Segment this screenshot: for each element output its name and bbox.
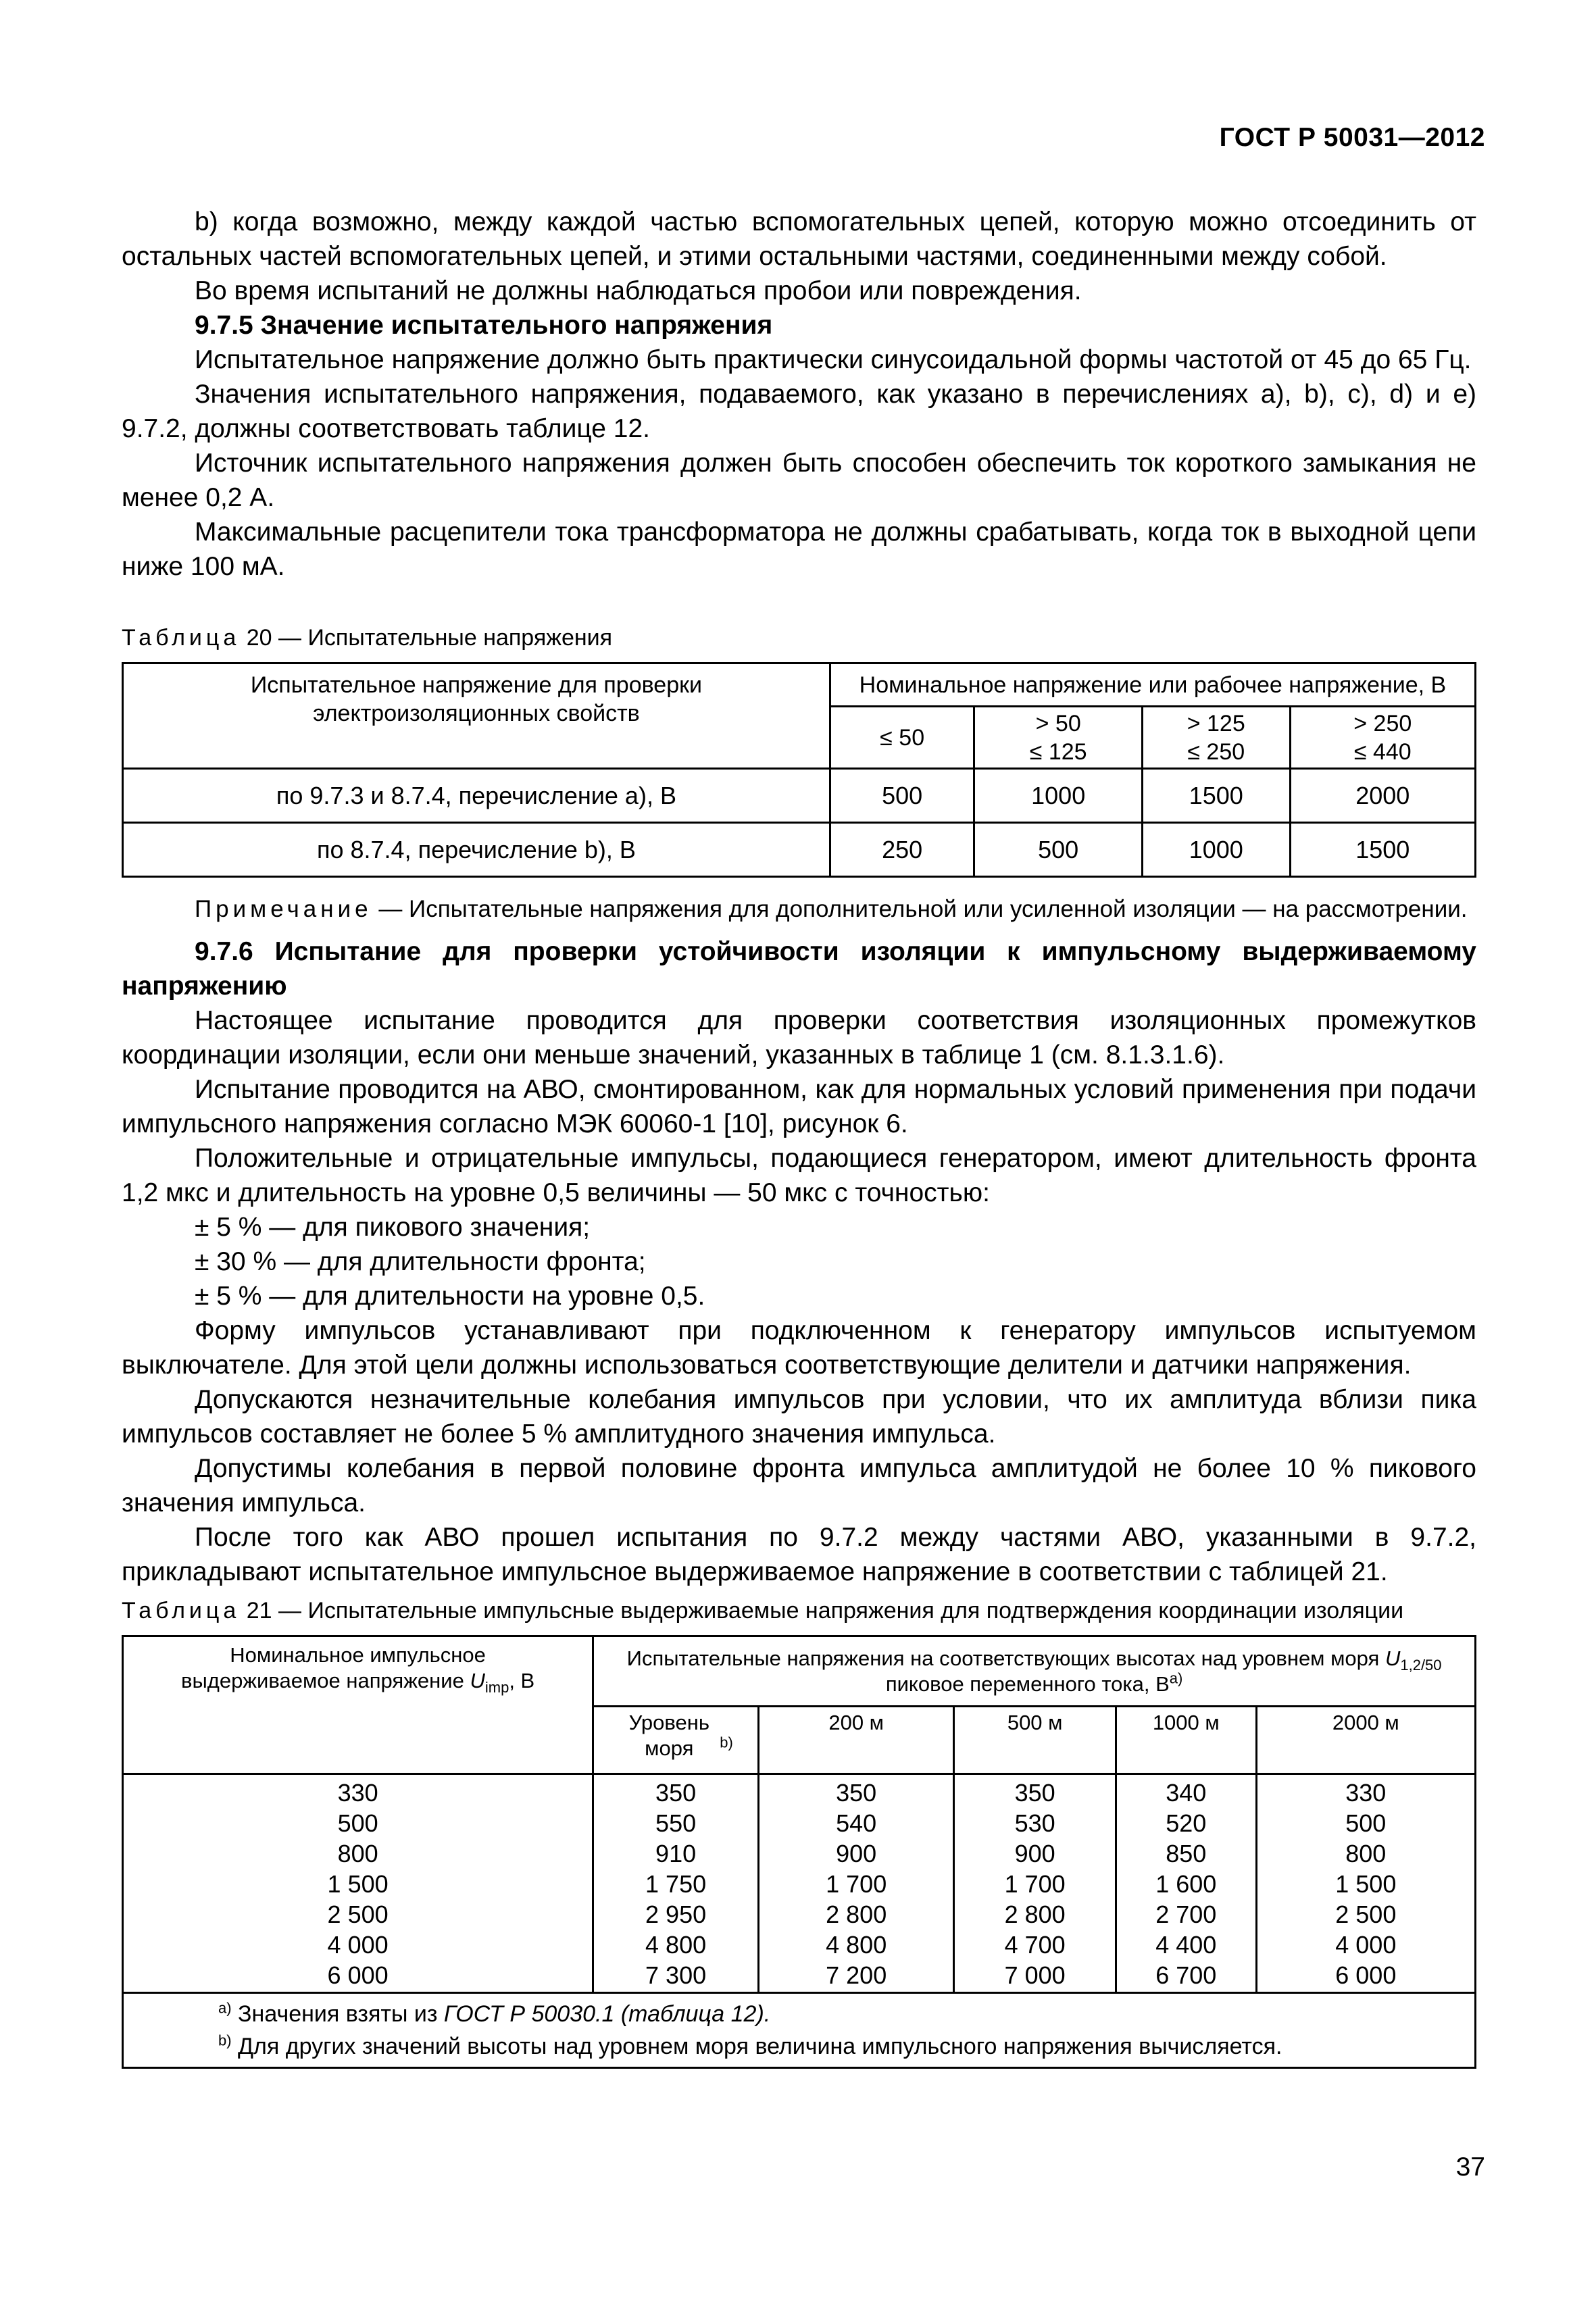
table-cell: 350 bbox=[655, 1779, 697, 1807]
footnote-mark: a) bbox=[218, 1999, 232, 2017]
footnote-mark: b) bbox=[720, 1734, 733, 1751]
table-column-4 bbox=[1116, 1774, 1256, 1993]
table-cell: 500 bbox=[974, 823, 1143, 877]
list-item: ± 5 % — для длительности на уровне 0,5. bbox=[195, 1282, 705, 1311]
table-values-row bbox=[123, 1774, 1476, 1993]
paragraph: Максимальные расцепители тока трансформатора не должны срабатывать, когда ток в выходной цепи ниже 100 мА. bbox=[122, 518, 1476, 581]
table-header-cell: 500 м bbox=[954, 1707, 1116, 1774]
table-column-0 bbox=[123, 1774, 593, 1993]
page-number: 37 bbox=[1455, 2153, 1485, 2182]
header-text: Номинальное импульсное выдерживаемое напряжение bbox=[180, 1643, 486, 1692]
table-footnotes-row bbox=[123, 1993, 1476, 2068]
table-cell: 330 bbox=[1345, 1779, 1387, 1807]
table-header-cell: > 250 ≤ 440 bbox=[1290, 707, 1475, 769]
table-20-caption bbox=[122, 623, 1476, 653]
table-cell: 1 600 bbox=[1155, 1870, 1217, 1898]
table-cell: 4 000 bbox=[327, 1931, 389, 1959]
table-header-cell: 2000 м bbox=[1256, 1707, 1475, 1774]
list-item: ± 30 % — для длительности фронта; bbox=[195, 1247, 646, 1276]
footnote-reference: ГОСТ Р 50030.1 (таблица 12). bbox=[443, 2001, 771, 2027]
subscript: imp bbox=[484, 1679, 509, 1696]
table-cell: 1500 bbox=[1290, 823, 1475, 877]
table-column-1 bbox=[593, 1774, 759, 1993]
table-header-cell: Испытательное напряжение для проверки электроизоляционных свойств bbox=[123, 663, 830, 769]
paragraph: Испытательное напряжение должно быть практически синусоидальной формы частотой от 45 до 65 Гц. bbox=[195, 345, 1472, 374]
table-cell: 1500 bbox=[1142, 769, 1290, 823]
table-cell: 850 bbox=[1166, 1840, 1207, 1867]
table-cell: 900 bbox=[836, 1840, 877, 1867]
table-cell: 6 700 bbox=[1155, 1961, 1217, 1989]
table-cell: 1 750 bbox=[645, 1870, 707, 1898]
table-cell: 330 bbox=[337, 1779, 378, 1807]
table-header-cell bbox=[593, 1636, 1476, 1707]
paragraph: Источник испытательного напряжения должен быть способен обеспечить ток короткого замыкания не менее 0,2 А. bbox=[122, 449, 1476, 512]
table-cell: 7 300 bbox=[645, 1961, 707, 1989]
table-cell: 550 bbox=[655, 1809, 697, 1837]
table-cell: 6 000 bbox=[1335, 1961, 1397, 1989]
paragraph: Положительные и отрицательные импульсы, подающиеся генератором, имеют длительность фронта 1,2 мкс и длительность на уровне 0,5 величины — 50 мкс с точностью: bbox=[122, 1144, 1476, 1207]
table-cell: 6 000 bbox=[327, 1961, 389, 1989]
table-cell: 2 800 bbox=[1004, 1901, 1066, 1928]
document-code-header: ГОСТ Р 50031—2012 bbox=[1219, 123, 1485, 152]
table-header-cell bbox=[593, 1707, 759, 1774]
table-cell: 1 500 bbox=[327, 1870, 389, 1898]
symbol-u: U bbox=[470, 1669, 485, 1692]
footnote-a bbox=[218, 1998, 1474, 2030]
note-label: Примечание bbox=[195, 896, 372, 922]
table-row bbox=[123, 769, 1476, 823]
table-caption-label: Таблица bbox=[122, 625, 241, 651]
table-cell: 2 500 bbox=[1335, 1901, 1397, 1928]
table-header-cell: 200 м bbox=[758, 1707, 953, 1774]
paragraph: Настоящее испытание проводится для проверки соответствия изоляционных промежутков координации изоляции, если они меньше значений, указанных в таблице 1 (см. 8.1.3.1.6). bbox=[122, 1006, 1476, 1070]
table-cell: 530 bbox=[1014, 1809, 1055, 1837]
table-cell: 910 bbox=[655, 1840, 697, 1867]
table-column-5 bbox=[1256, 1774, 1475, 1993]
table-caption-label: Таблица bbox=[122, 1598, 241, 1624]
table-cell: 4 800 bbox=[826, 1931, 887, 1959]
table-cell: 1 700 bbox=[1004, 1870, 1066, 1898]
table-cell: 800 bbox=[1345, 1840, 1387, 1867]
table-cell: 520 bbox=[1166, 1809, 1207, 1837]
paragraph: Допустимы колебания в первой половине фронта импульса амплитудой не более 10 % пикового значения импульса. bbox=[122, 1454, 1476, 1517]
table-caption-text: 20 — Испытательные напряжения bbox=[246, 625, 613, 651]
header-text: пиковое переменного тока, В bbox=[885, 1671, 1170, 1696]
header-text: Уровень моря bbox=[628, 1711, 709, 1760]
table-cell: 7 200 bbox=[826, 1961, 887, 1989]
table-cell: по 9.7.3 и 8.7.4, перечисление a), В bbox=[123, 769, 830, 823]
table-header-cell: 1000 м bbox=[1116, 1707, 1256, 1774]
table-20-note bbox=[122, 894, 1476, 925]
paragraph: Значения испытательного напряжения, подаваемого, как указано в перечислениях a), b), c), d) и e) 9.7.2, должны соответствовать таблице 12. bbox=[122, 380, 1476, 443]
subscript: 1,2/50 bbox=[1400, 1656, 1442, 1674]
table-header-cell: Номинальное напряжение или рабочее напряжение, В bbox=[830, 663, 1475, 707]
table-cell: 350 bbox=[836, 1779, 877, 1807]
paragraph: Во время испытаний не должны наблюдаться пробои или повреждения. bbox=[195, 276, 1082, 305]
table-cell: 1 500 bbox=[1335, 1870, 1397, 1898]
table-21 bbox=[122, 1635, 1476, 2069]
header-text: , В bbox=[509, 1669, 535, 1692]
table-header-cell: > 50 ≤ 125 bbox=[974, 707, 1143, 769]
table-cell: 900 bbox=[1014, 1840, 1055, 1867]
table-column-2 bbox=[758, 1774, 953, 1993]
table-header-cell: ≤ 50 bbox=[830, 707, 974, 769]
footnote-text: Значения взяты из bbox=[231, 2001, 444, 2027]
paragraph: Форму импульсов устанавливают при подключенном к генератору импульсов испытуемом выключателе. Для этой цели должны использоваться соответствующие делители и датчики напряжения. bbox=[122, 1316, 1476, 1380]
table-caption-text: 21 — Испытательные импульсные выдерживаемые напряжения для подтверждения координации изоляции bbox=[246, 1598, 1404, 1624]
table-cell: 2000 bbox=[1290, 769, 1475, 823]
table-cell: 500 bbox=[337, 1809, 378, 1837]
table-header-cell: > 125 ≤ 250 bbox=[1142, 707, 1290, 769]
table-cell: 800 bbox=[337, 1840, 378, 1867]
table-footnotes bbox=[123, 1993, 1476, 2068]
note-text: — Испытательные напряжения для дополнительной или усиленной изоляции — на рассмотрении. bbox=[372, 896, 1468, 922]
footnote-text: Для других значений высоты над уровнем моря величина импульсного напряжения вычисляется. bbox=[231, 2034, 1282, 2059]
table-cell: 340 bbox=[1166, 1779, 1207, 1807]
table-header-cell bbox=[123, 1636, 593, 1774]
table-cell: 540 bbox=[836, 1809, 877, 1837]
footnote-mark: a) bbox=[1169, 1669, 1183, 1687]
table-cell: 7 000 bbox=[1004, 1961, 1066, 1989]
list-item: ± 5 % — для пикового значения; bbox=[195, 1213, 591, 1242]
table-cell: 2 500 bbox=[327, 1901, 389, 1928]
paragraph: Испытание проводится на АВО, смонтированном, как для нормальных условий применения при подачи импульсного напряжения согласно МЭК 60060-1 [10], рисунок 6. bbox=[122, 1075, 1476, 1138]
table-column-3 bbox=[954, 1774, 1116, 1993]
table-cell: 500 bbox=[830, 769, 974, 823]
header-text: Испытательные напряжения на соответствующих высотах над уровнем моря bbox=[626, 1646, 1385, 1670]
table-20 bbox=[122, 662, 1476, 878]
table-cell: 1000 bbox=[974, 769, 1143, 823]
table-cell: 2 700 bbox=[1155, 1901, 1217, 1928]
section-heading-975: 9.7.5 Значение испытательного напряжения bbox=[195, 311, 773, 340]
table-cell: 4 800 bbox=[645, 1931, 707, 1959]
table-cell: 500 bbox=[1345, 1809, 1387, 1837]
table-cell: 1000 bbox=[1142, 823, 1290, 877]
table-cell: 1 700 bbox=[826, 1870, 887, 1898]
paragraph: Допускаются незначительные колебания импульсов при условии, что их амплитуда вблизи пика импульсов составляет не более 5 % амплитудного значения импульса. bbox=[122, 1385, 1476, 1449]
table-cell: 4 700 bbox=[1004, 1931, 1066, 1959]
section-heading-976: 9.7.6 Испытание для проверки устойчивости изоляции к импульсному выдерживаемому напряжению bbox=[122, 937, 1476, 1001]
table-cell: 2 800 bbox=[826, 1901, 887, 1928]
table-cell: 4 000 bbox=[1335, 1931, 1397, 1959]
table-cell: 350 bbox=[1014, 1779, 1055, 1807]
table-cell: по 8.7.4, перечисление b), В bbox=[123, 823, 830, 877]
footnote-mark: b) bbox=[218, 2032, 232, 2049]
symbol-u: U bbox=[1385, 1646, 1401, 1670]
document-body bbox=[122, 205, 1476, 2069]
footnote-b bbox=[218, 2030, 1474, 2063]
table-21-caption bbox=[122, 1596, 1476, 1626]
table-cell: 250 bbox=[830, 823, 974, 877]
paragraph: b) когда возможно, между каждой частью вспомогательных цепей, которую можно отсоединить от остальных частей вспомогательных цепей, и этими остальными частями, соединенными между собой. bbox=[122, 207, 1476, 271]
paragraph: После того как АВО прошел испытания по 9.7.2 между частями АВО, указанными в 9.7.2, прикладывают испытательное импульсное выдерживаемое напряжение в соответствии с таблицей 21. bbox=[122, 1523, 1476, 1586]
table-row bbox=[123, 823, 1476, 877]
table-cell: 4 400 bbox=[1155, 1931, 1217, 1959]
table-cell: 2 950 bbox=[645, 1901, 707, 1928]
